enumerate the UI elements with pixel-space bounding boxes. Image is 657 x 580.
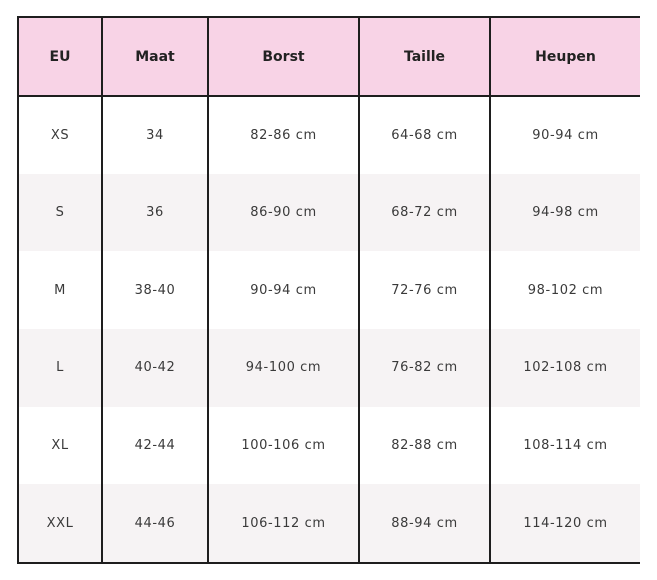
cell-borst: 82-86 cm	[208, 96, 359, 174]
cell-borst: 94-100 cm	[208, 329, 359, 407]
cell-eu: XL	[51, 437, 69, 453]
header-eu: EU	[49, 48, 71, 65]
cell-maat: 40-42	[102, 329, 208, 407]
table-row	[19, 329, 640, 407]
cell-eu: XS	[50, 127, 70, 143]
cell-heupen: 94-98 cm	[490, 174, 640, 252]
table-row	[19, 251, 640, 329]
cell-taille: 76-82 cm	[359, 329, 490, 407]
cell-borst: 106-112 cm	[208, 484, 359, 562]
cell-eu: S	[55, 204, 65, 220]
cell-heupen: 108-114 cm	[490, 407, 640, 485]
cell-borst: 86-90 cm	[208, 174, 359, 252]
cell-maat: 38-40	[102, 251, 208, 329]
cell-eu: L	[56, 360, 64, 376]
table-header-row	[19, 18, 640, 96]
table-row	[19, 96, 640, 174]
size-chart-table-frame	[17, 16, 640, 564]
header-maat: Maat	[102, 18, 208, 96]
cell-eu: M	[54, 282, 66, 298]
cell-heupen: 98-102 cm	[490, 251, 640, 329]
size-chart-table	[19, 18, 640, 562]
cell-heupen: 102-108 cm	[490, 329, 640, 407]
cell-maat: 36	[102, 174, 208, 252]
cell-maat: 42-44	[102, 407, 208, 485]
cell-maat: 44-46	[102, 484, 208, 562]
cell-heupen: 114-120 cm	[490, 484, 640, 562]
table-row	[19, 407, 640, 485]
header-taille: Taille	[359, 18, 490, 96]
cell-taille: 64-68 cm	[359, 96, 490, 174]
cell-taille: 82-88 cm	[359, 407, 490, 485]
cell-taille: 88-94 cm	[359, 484, 490, 562]
table-row	[19, 484, 640, 562]
table-row	[19, 174, 640, 252]
cell-taille: 72-76 cm	[359, 251, 490, 329]
header-borst: Borst	[208, 18, 359, 96]
cell-heupen: 90-94 cm	[490, 96, 640, 174]
cell-maat: 34	[102, 96, 208, 174]
cell-taille: 68-72 cm	[359, 174, 490, 252]
cell-eu: XXL	[46, 515, 74, 531]
header-heupen: Heupen	[490, 18, 640, 96]
cell-borst: 100-106 cm	[208, 407, 359, 485]
cell-borst: 90-94 cm	[208, 251, 359, 329]
